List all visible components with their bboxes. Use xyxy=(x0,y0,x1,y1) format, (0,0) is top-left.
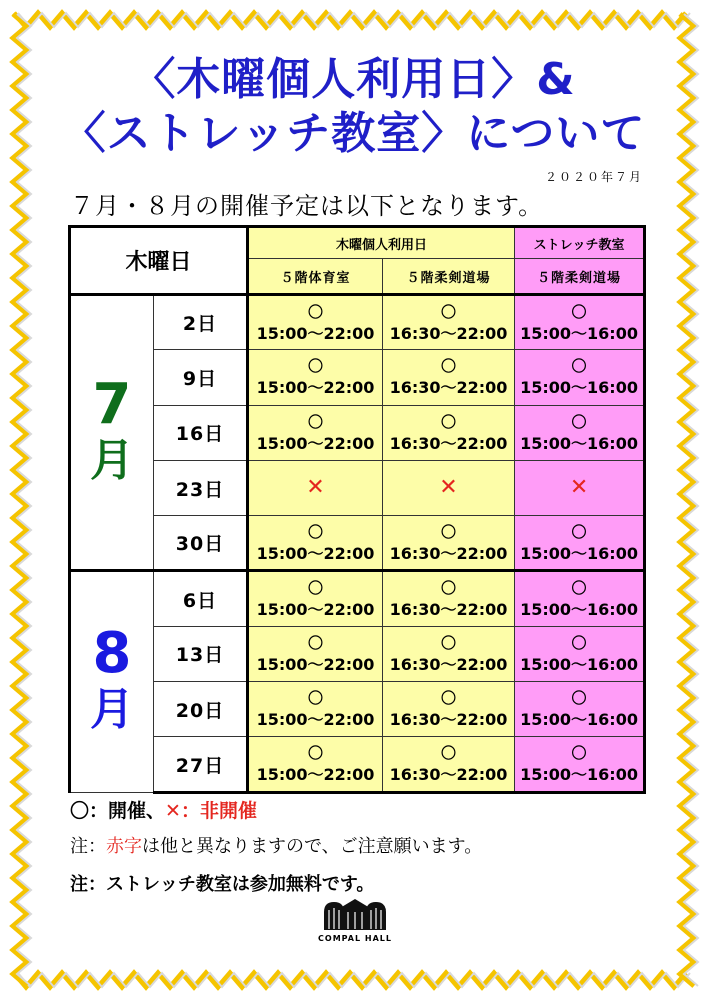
slot-gym xyxy=(248,516,383,571)
slot-dojo xyxy=(383,516,515,571)
table-row xyxy=(70,460,645,515)
slot-gym xyxy=(248,626,383,681)
day-cell: 13日 xyxy=(154,626,248,681)
slot-stretch xyxy=(515,682,645,737)
day-cell: 16日 xyxy=(154,405,248,460)
note1-prefix: 注： xyxy=(70,836,106,857)
slot-time: 15:00～22:00 xyxy=(256,600,375,620)
slot-time: 15:00～16:00 xyxy=(520,378,638,398)
slot-gym xyxy=(248,460,383,515)
slot-dojo xyxy=(383,737,515,792)
date-note: ２０２０年７月 xyxy=(544,170,643,184)
header-individual-use: 木曜個人利用日 xyxy=(248,227,515,259)
month-july xyxy=(70,295,154,571)
schedule-table xyxy=(68,225,646,794)
schedule-rows xyxy=(70,295,645,793)
open-mark: 〇 xyxy=(571,302,587,321)
slot-gym xyxy=(248,682,383,737)
open-mark: 〇 xyxy=(441,357,457,376)
compal-hall-logo xyxy=(318,896,392,948)
month-unit: 月 xyxy=(90,434,134,486)
day-cell: 30日 xyxy=(154,516,248,571)
slot-time: 15:00～16:00 xyxy=(520,600,638,620)
table-row xyxy=(70,350,645,405)
open-mark: 〇 xyxy=(308,744,324,763)
slot-stretch xyxy=(515,516,645,571)
slot-dojo xyxy=(383,460,515,515)
slot-time: 16:30～22:00 xyxy=(389,710,508,730)
day-cell: 2日 xyxy=(154,295,248,350)
slot-gym xyxy=(248,737,383,792)
slot-time: 15:00～16:00 xyxy=(520,433,638,453)
open-mark: 〇 xyxy=(441,302,457,321)
slot-time: 16:30～22:00 xyxy=(389,765,508,785)
open-mark: 〇 xyxy=(571,522,587,541)
slot-time: 16:30～22:00 xyxy=(389,543,508,563)
slot-stretch xyxy=(515,350,645,405)
slot-time: 16:30～22:00 xyxy=(389,378,508,398)
header-thursday: 木曜日 xyxy=(70,227,248,295)
month-unit: 月 xyxy=(90,684,134,736)
slot-stretch xyxy=(515,460,645,515)
header-venue-gym: ５階体育室 xyxy=(248,259,383,295)
slot-time: 15:00～22:00 xyxy=(256,654,375,674)
slot-gym xyxy=(248,295,383,350)
slot-gym xyxy=(248,405,383,460)
slot-stretch xyxy=(515,626,645,681)
open-mark: 〇 xyxy=(571,744,587,763)
day-cell: 23日 xyxy=(154,460,248,515)
slot-dojo xyxy=(383,682,515,737)
open-mark: 〇 xyxy=(571,689,587,708)
slot-stretch xyxy=(515,571,645,626)
open-mark: 〇 xyxy=(308,357,324,376)
slot-time: 15:00～22:00 xyxy=(256,710,375,730)
closed-mark: ✕ xyxy=(569,474,589,500)
slot-dojo xyxy=(383,350,515,405)
open-mark: 〇 xyxy=(441,522,457,541)
day-cell: 6日 xyxy=(154,571,248,626)
legend-open-text: ：開催、 xyxy=(89,800,166,822)
note-red-text xyxy=(70,832,482,858)
open-mark: 〇 xyxy=(308,579,324,598)
table-row xyxy=(70,295,645,350)
closed-mark: ✕ xyxy=(306,474,325,500)
open-mark: 〇 xyxy=(571,633,587,652)
open-mark: 〇 xyxy=(308,633,324,652)
slot-dojo xyxy=(383,571,515,626)
open-mark: 〇 xyxy=(441,633,457,652)
slot-time: 15:00～16:00 xyxy=(520,765,638,785)
table-row xyxy=(70,516,645,571)
slot-time: 16:30～22:00 xyxy=(389,654,508,674)
open-mark: 〇 xyxy=(571,579,587,598)
open-mark: 〇 xyxy=(571,357,587,376)
slot-time: 16:30～22:00 xyxy=(389,323,508,343)
open-mark: 〇 xyxy=(441,744,457,763)
slot-time: 15:00～16:00 xyxy=(520,323,638,343)
table-header-row-1 xyxy=(70,227,645,259)
slot-time: 15:00～16:00 xyxy=(520,710,638,730)
subtitle: ７月・８月の開催予定は以下となります。 xyxy=(70,192,544,220)
month-number: 8 xyxy=(92,621,132,687)
open-mark: 〇 xyxy=(308,302,324,321)
slot-stretch xyxy=(515,295,645,350)
table-row xyxy=(70,682,645,737)
closed-mark: ✕ xyxy=(439,474,458,500)
slot-dojo xyxy=(383,626,515,681)
month-august xyxy=(70,571,154,792)
slot-time: 15:00～22:00 xyxy=(256,543,375,563)
open-mark: 〇 xyxy=(308,689,324,708)
header-venue-dojo: ５階柔剣道場 xyxy=(383,259,515,295)
table-row xyxy=(70,405,645,460)
table-row xyxy=(70,626,645,681)
slot-time: 15:00～22:00 xyxy=(256,765,375,785)
slot-time: 15:00～16:00 xyxy=(520,543,638,563)
building-logo-icon xyxy=(320,896,390,932)
slot-time: 15:00～16:00 xyxy=(520,654,638,674)
slot-time: 16:30～22:00 xyxy=(389,600,508,620)
open-mark: 〇 xyxy=(441,689,457,708)
day-cell: 9日 xyxy=(154,350,248,405)
slot-gym xyxy=(248,350,383,405)
slot-stretch xyxy=(515,405,645,460)
header-venue-dojo-stretch: ５階柔剣道場 xyxy=(515,259,645,295)
open-mark: 〇 xyxy=(571,412,587,431)
table-row xyxy=(70,571,645,626)
slot-stretch xyxy=(515,737,645,792)
note1-rest: は他と異なりますので、ご注意願います。 xyxy=(142,836,483,857)
logo-text: COMPAL HALL xyxy=(318,934,392,943)
legend-open-symbol: 〇 xyxy=(70,800,90,822)
note1-red-word: 赤字 xyxy=(106,836,142,857)
month-number: 7 xyxy=(92,371,132,437)
open-mark: 〇 xyxy=(308,522,324,541)
open-mark: 〇 xyxy=(441,579,457,598)
slot-time: 15:00～22:00 xyxy=(256,378,375,398)
day-cell: 27日 xyxy=(154,737,248,792)
day-cell: 20日 xyxy=(154,682,248,737)
page-title-line2: 〈ストレッチ教室〉について xyxy=(61,108,646,159)
page-title-line1: 〈木曜個人利用日〉& xyxy=(131,54,576,105)
slot-time: 15:00～22:00 xyxy=(256,323,375,343)
legend-closed-text: ：非開催 xyxy=(180,800,257,822)
slot-dojo xyxy=(383,295,515,350)
open-mark: 〇 xyxy=(308,412,324,431)
slot-dojo xyxy=(383,405,515,460)
slot-gym xyxy=(248,571,383,626)
slot-time: 16:30～22:00 xyxy=(389,433,508,453)
slot-time: 15:00～22:00 xyxy=(256,433,375,453)
note-free-stretch: 注：ストレッチ教室は参加無料です。 xyxy=(70,874,375,895)
legend xyxy=(70,796,257,823)
table-row xyxy=(70,737,645,792)
legend-closed-symbol: ✕ xyxy=(165,800,181,822)
open-mark: 〇 xyxy=(441,412,457,431)
header-stretch-class: ストレッチ教室 xyxy=(515,227,645,259)
